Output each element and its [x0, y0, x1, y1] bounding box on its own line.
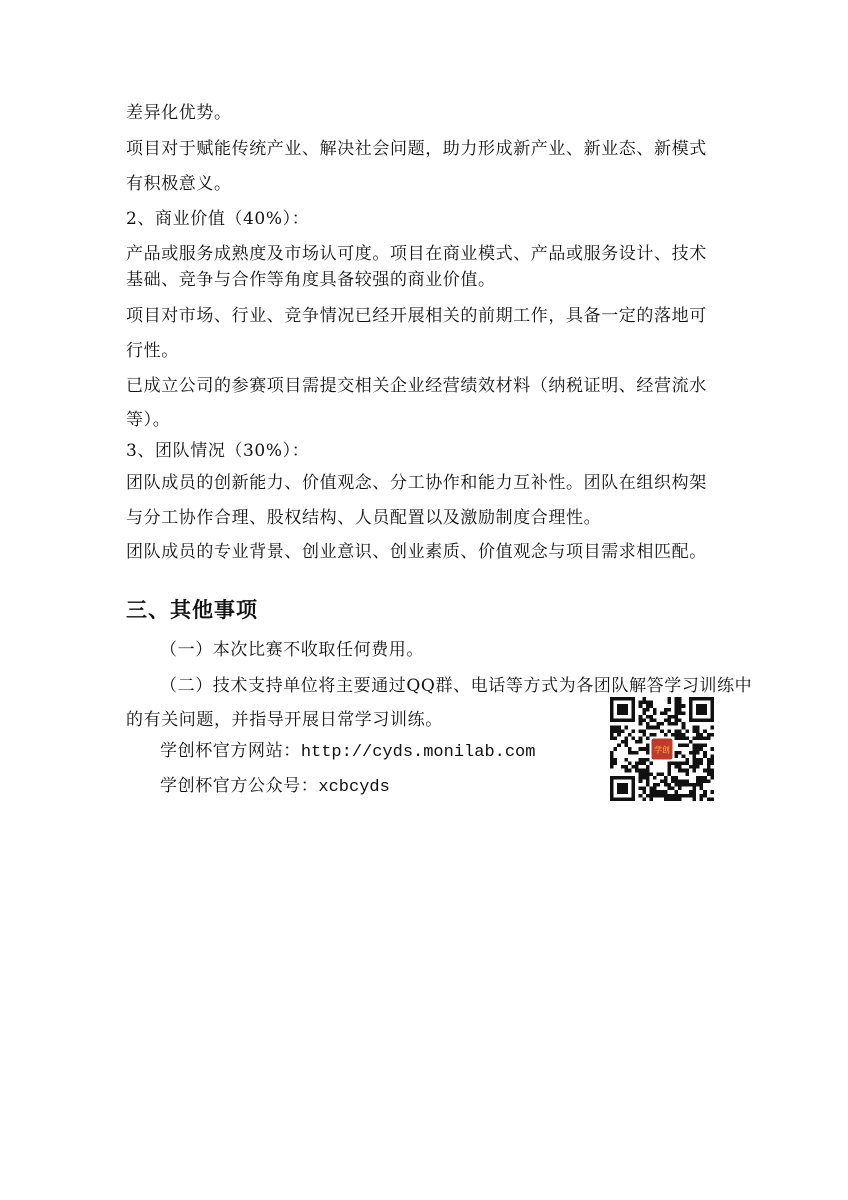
- other-item-support: （二）技术支持单位将主要通过QQ群、电话等方式为各团队解答学习训练中: [160, 676, 753, 696]
- paragraph-line: 差异化优势。: [126, 103, 232, 123]
- paragraph-line: 团队成员的专业背景、创业意识、创业素质、价值观念与项目需求相匹配。: [126, 542, 707, 562]
- criteria-heading-team: 3、团队情况（30%）：: [126, 441, 310, 461]
- paragraph-line: 团队成员的创新能力、价值观念、分工协作和能力互补性。团队在组织构架: [126, 473, 707, 493]
- account-line: [160, 776, 390, 798]
- paragraph-line: 与分工协作合理、股权结构、人员配置以及激励制度合理性。: [126, 508, 602, 528]
- website-line: [160, 741, 535, 763]
- other-item-fees: （一）本次比赛不收取任何费用。: [160, 640, 424, 660]
- paragraph-line: 产品或服务成熟度及市场认可度。项目在商业模式、产品或服务设计、技术: [126, 244, 707, 264]
- paragraph-line: 基础、竞争与合作等角度具备较强的商业价值。: [126, 270, 496, 290]
- criteria-heading-commercial: 2、商业价值（40%）：: [126, 209, 310, 229]
- other-item-support-cont: 的有关问题，并指导开展日常学习训练。: [126, 710, 443, 730]
- website-label: 学创杯官方网站：: [160, 741, 301, 761]
- paragraph-line: 项目对市场、行业、竞争情况已经开展相关的前期工作，具备一定的落地可: [126, 306, 707, 326]
- paragraph-line: 有积极意义。: [126, 174, 232, 194]
- section-heading: 三、其他事项: [126, 598, 258, 622]
- paragraph-line: 等）。: [126, 410, 171, 430]
- paragraph-line: 项目对于赋能传统产业、解决社会问题，助力形成新产业、新业态、新模式: [126, 139, 707, 159]
- qr-code-icon: [610, 697, 714, 801]
- qr-center-logo: [649, 736, 674, 761]
- paragraph-line: 行性。: [126, 341, 179, 361]
- account-id: xcbcyds: [318, 778, 390, 797]
- qr-logo-text: 学创: [654, 745, 670, 755]
- website-url[interactable]: http://cyds.monilab.com: [300, 743, 536, 762]
- account-label: 学创杯官方公众号：: [160, 776, 319, 796]
- paragraph-line: 已成立公司的参赛项目需提交相关企业经营绩效材料（纳税证明、经营流水: [126, 376, 707, 396]
